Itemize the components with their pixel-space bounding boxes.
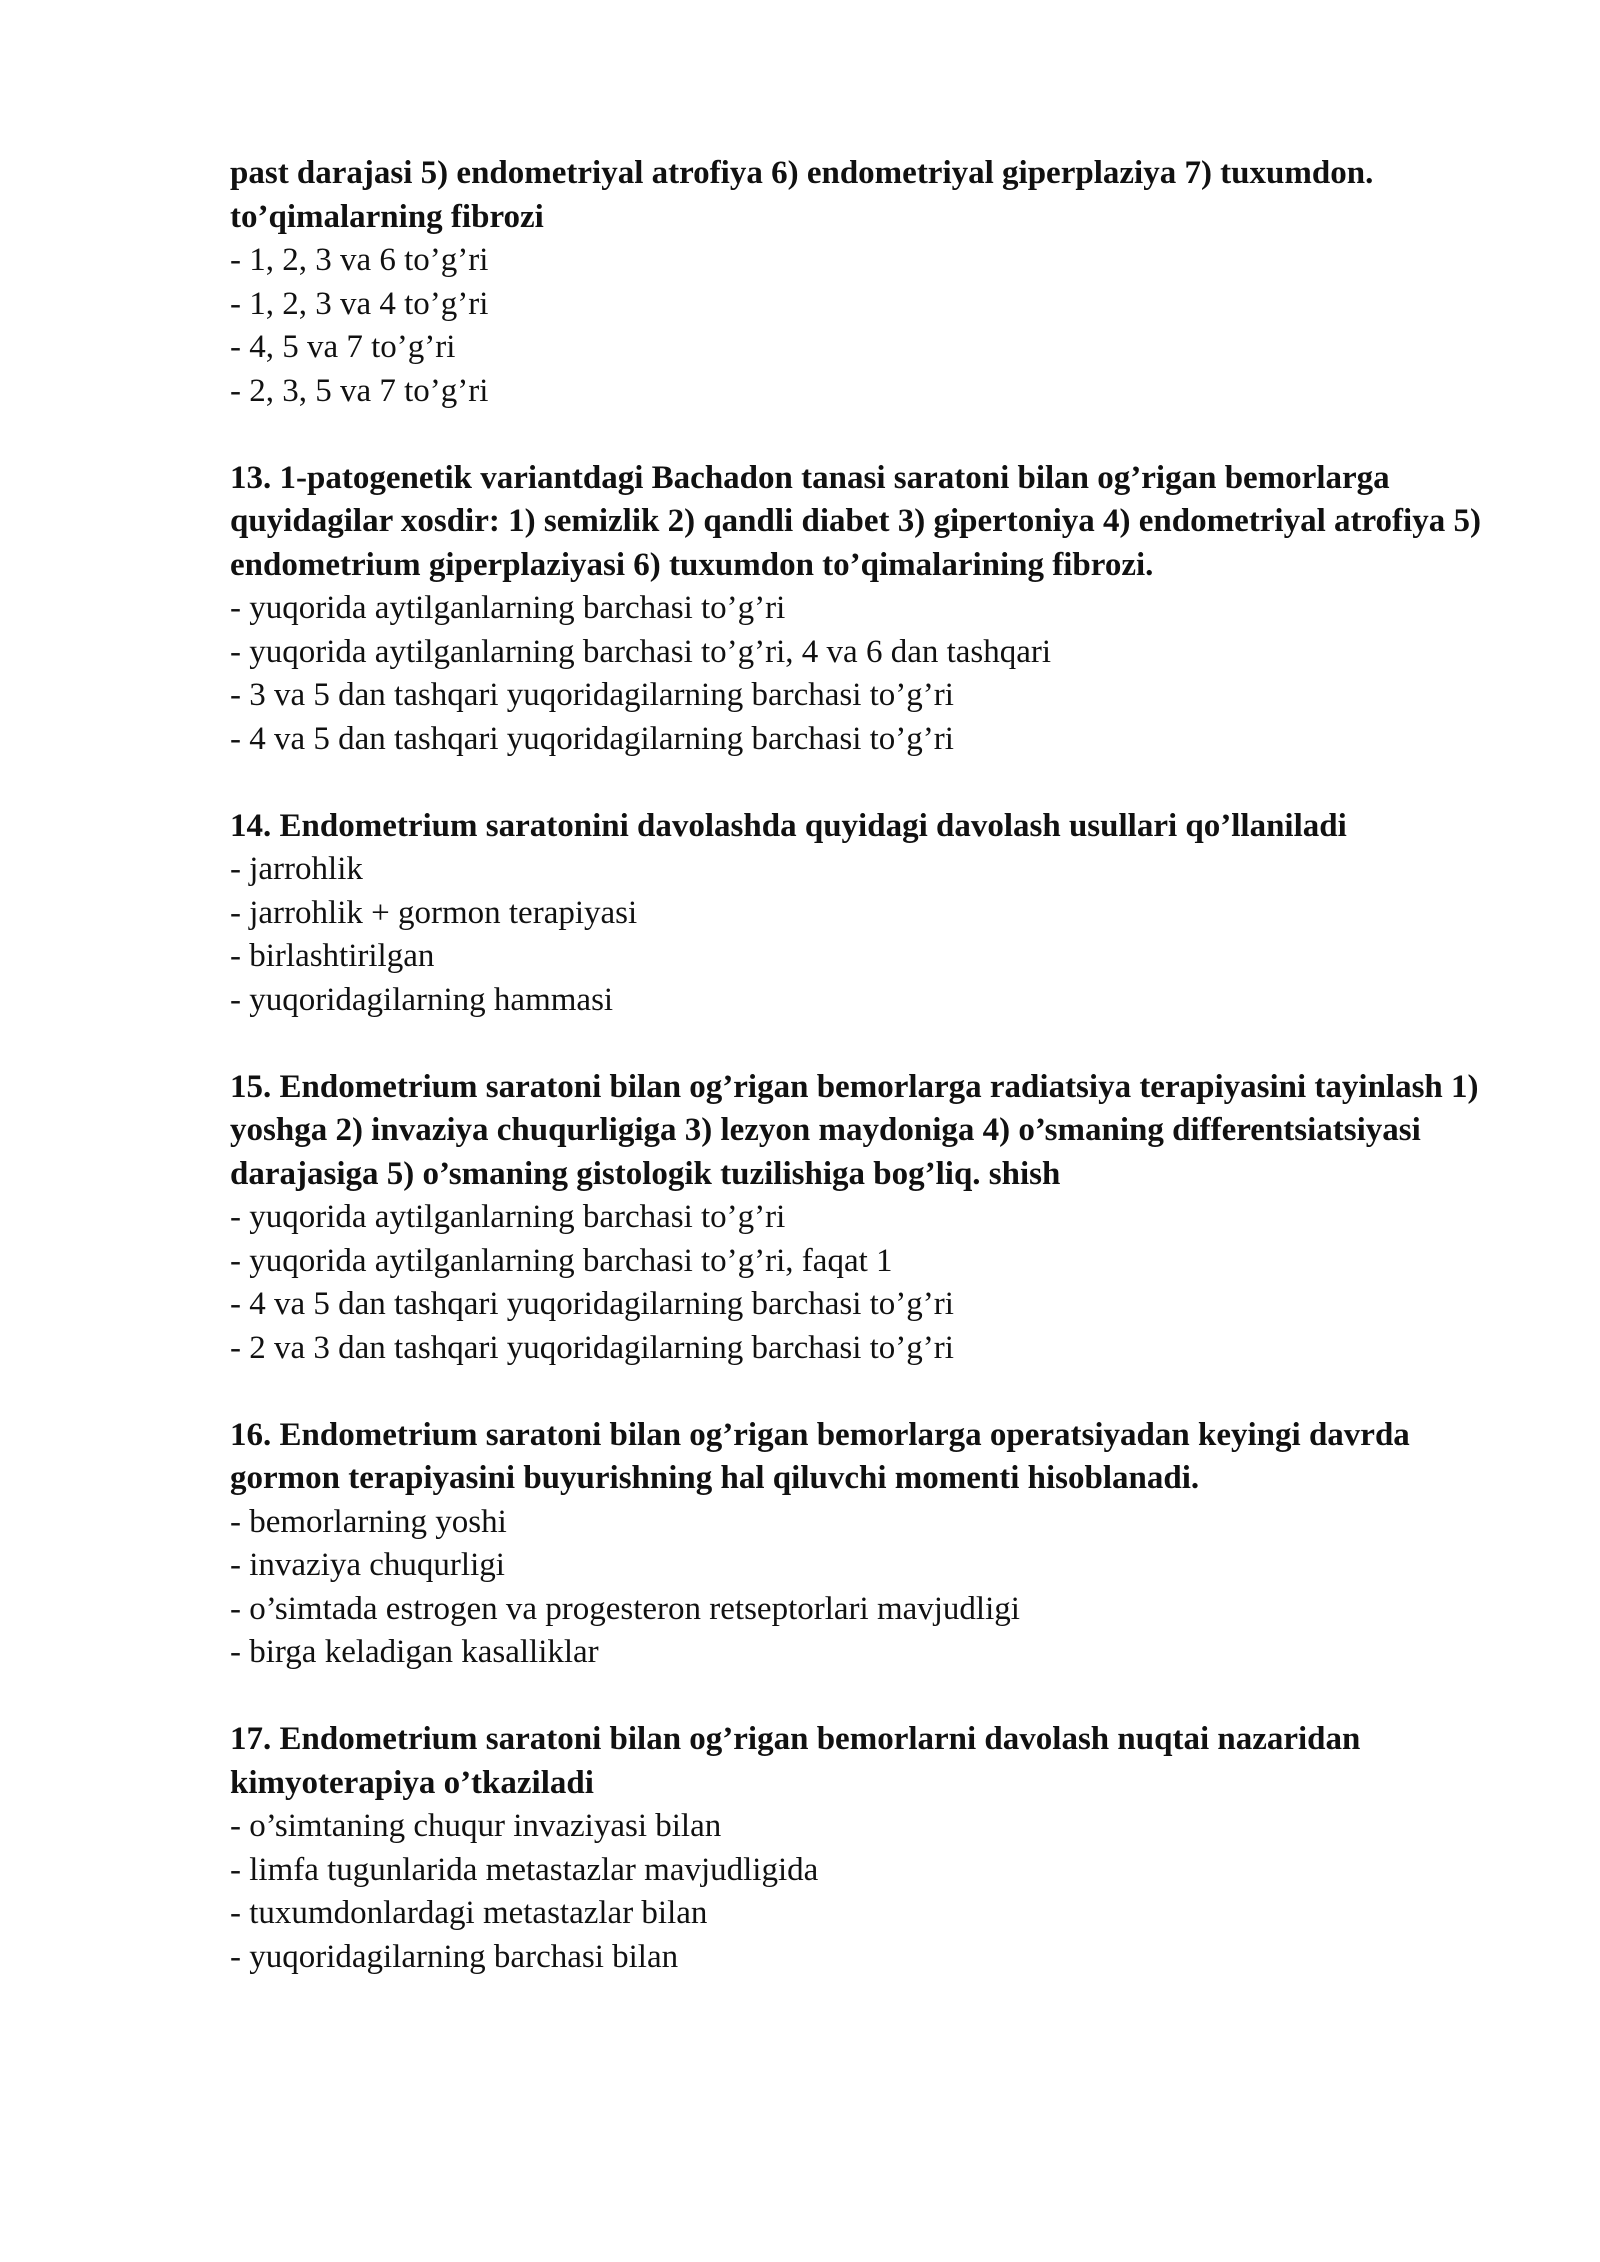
answer-option: - o’simtaning chuqur invaziyasi bilan (230, 1808, 722, 1844)
answer-option: - 1, 2, 3 va 6 to’g’ri (230, 242, 489, 278)
question-block-13 (230, 457, 1490, 762)
answer-option: - limfa tugunlarida metastazlar mavjudligida (230, 1851, 819, 1888)
question-block-continued (230, 152, 1490, 413)
question-block-17 (230, 1718, 1490, 1979)
answer-option: - tuxumdonlardagi metastazlar bilan (230, 1895, 708, 1931)
question-text: 13. 1-patogenetik variantdagi Bachadon tanasi saratoni bilan og’rigan bemorlarga quyidagilar xosdir: 1) semizlik 2) qandli diabet 3) gipertoniya 4) endometriyal atrofiya 5) endometrium giperplaziyasi 6) tuxumdon to’qimalarining fibrozi. (230, 459, 1481, 583)
answer-option: - yuqoridagilarning barchasi bilan (230, 1938, 679, 1975)
document-page (230, 152, 1490, 2023)
answer-option: - jarrohlik + gormon terapiyasi (230, 894, 638, 931)
answer-option: - invaziya chuqurligi (230, 1547, 505, 1583)
question-text: 15. Endometrium saratoni bilan og’rigan bemorlarga radiatsiya terapiyasini tayinlash 1) yoshga 2) invaziya chuqurligiga 3) lezyon maydoniga 4) o’smaning differentsiatsiyasi darajasiga 5) o’smaning gistologik tuzilishiga bog’liq. shish (230, 1068, 1479, 1192)
answer-option: - 2, 3, 5 va 7 to’g’ri (230, 372, 489, 409)
answer-option: - 4 va 5 dan tashqari yuqoridagilarning barchasi to’g’ri (230, 720, 954, 757)
answer-option: - 3 va 5 dan tashqari yuqoridagilarning barchasi to’g’ri (230, 677, 954, 713)
answer-option: - yuqorida aytilganlarning barchasi to’g’ri, faqat 1 (230, 1242, 893, 1279)
answer-option: - birlashtirilgan (230, 938, 435, 974)
answer-option: - bemorlarning yoshi (230, 1503, 507, 1540)
question-text: 16. Endometrium saratoni bilan og’rigan bemorlarga operatsiyadan keyingi davrda gormon terapiyasini buyurishning hal qiluvchi momenti hisoblanadi. (230, 1416, 1410, 1496)
question-block-15 (230, 1066, 1490, 1371)
question-block-16 (230, 1414, 1490, 1675)
question-text: past darajasi 5) endometriyal atrofiya 6) endometriyal giperplaziya 7) tuxumdon. to’qimalarning fibrozi (230, 155, 1374, 235)
answer-option: - yuqoridagilarning hammasi (230, 981, 614, 1018)
answer-option: - 2 va 3 dan tashqari yuqoridagilarning barchasi to’g’ri (230, 1329, 954, 1366)
answer-option: - 1, 2, 3 va 4 to’g’ri (230, 285, 489, 322)
question-block-14 (230, 805, 1490, 1023)
answer-option: - yuqorida aytilganlarning barchasi to’g’ri (230, 1199, 786, 1235)
question-text: 14. Endometrium saratonini davolashda quyidagi davolash usullari qo’llaniladi (230, 807, 1347, 844)
answer-option: - yuqorida aytilganlarning barchasi to’g’ri, 4 va 6 dan tashqari (230, 633, 1052, 670)
answer-option: - birga keladigan kasalliklar (230, 1634, 599, 1670)
answer-option: - 4 va 5 dan tashqari yuqoridagilarning barchasi to’g’ri (230, 1286, 954, 1322)
answer-option: - o’simtada estrogen va progesteron retseptorlari mavjudligi (230, 1590, 1020, 1627)
question-text: 17. Endometrium saratoni bilan og’rigan bemorlarni davolash nuqtai nazaridan kimyoterapiya o’tkaziladi (230, 1721, 1361, 1801)
answer-option: - jarrohlik (230, 851, 363, 887)
answer-option: - yuqorida aytilganlarning barchasi to’g’ri (230, 590, 786, 626)
answer-option: - 4, 5 va 7 to’g’ri (230, 329, 456, 365)
